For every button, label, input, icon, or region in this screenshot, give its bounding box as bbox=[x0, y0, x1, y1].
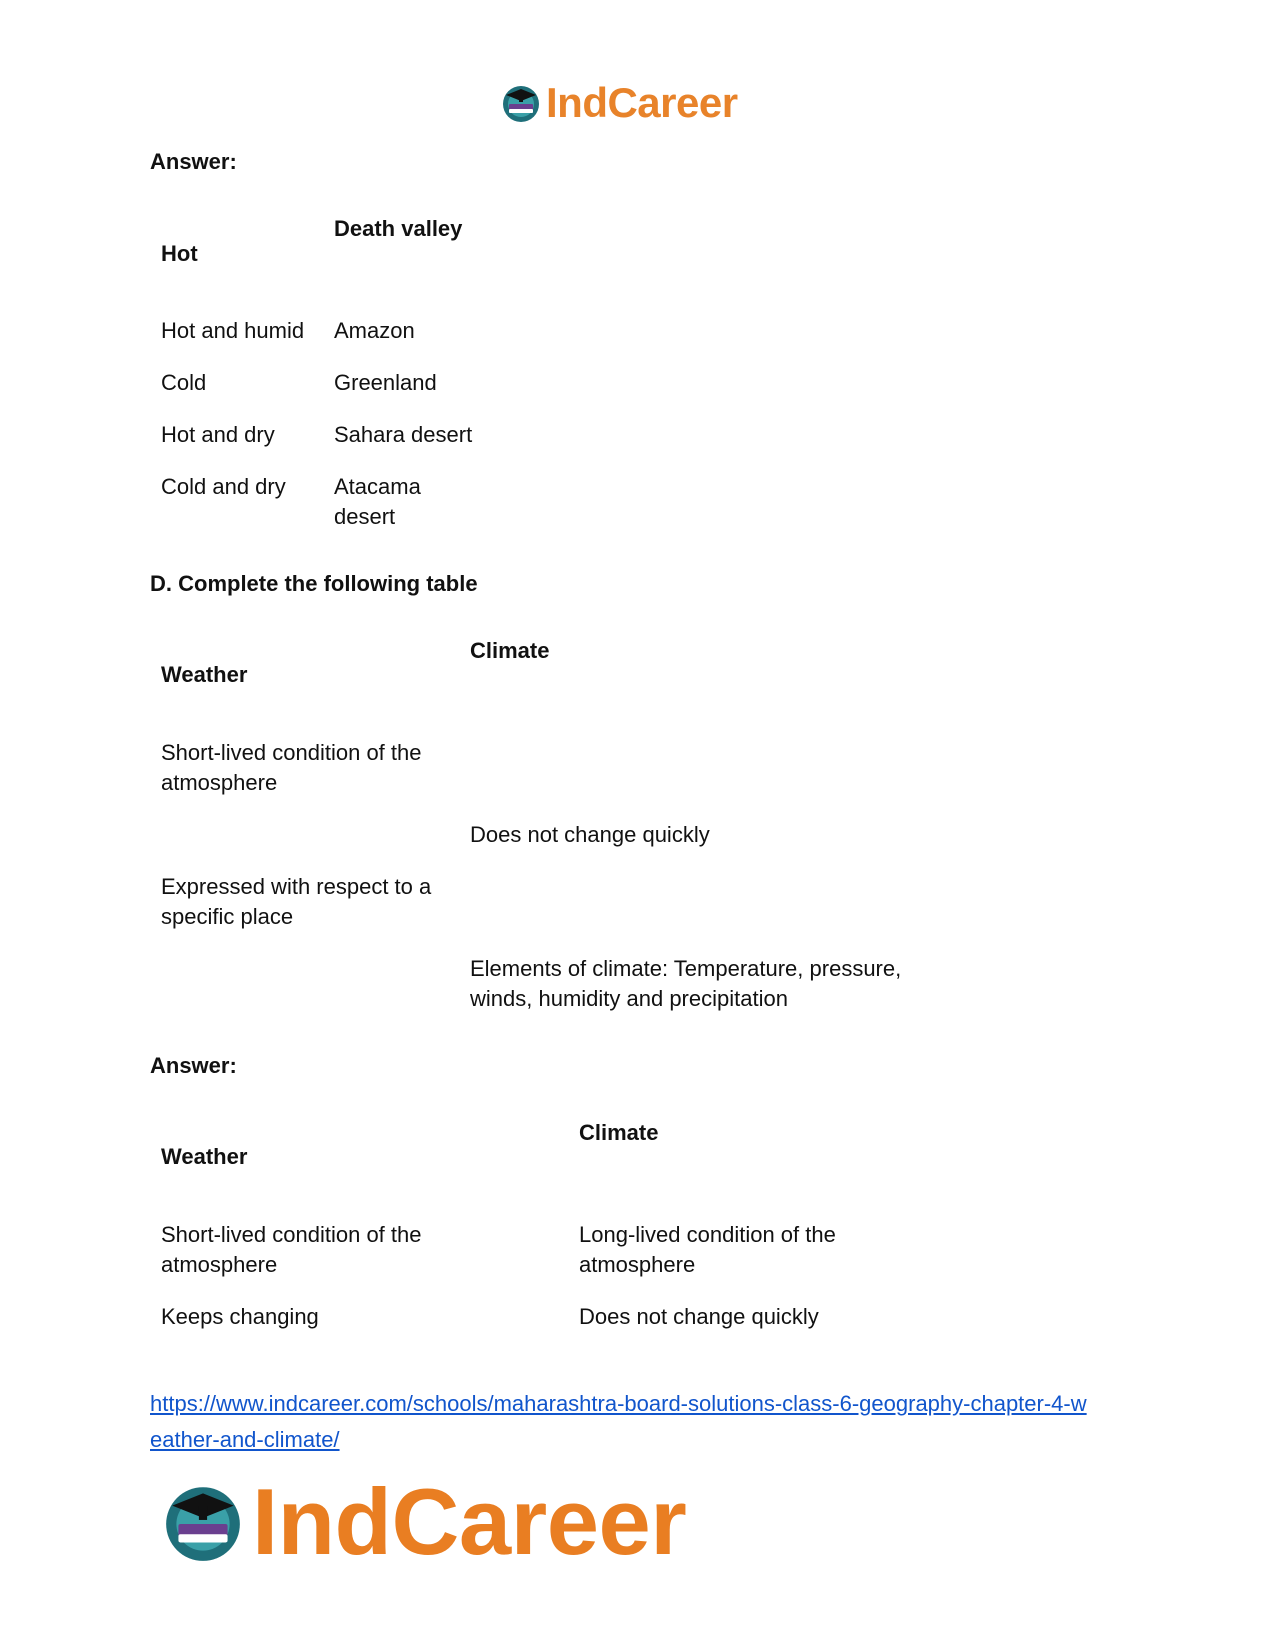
logo-text: IndCareer bbox=[252, 1469, 687, 1574]
table-cell: Cold bbox=[161, 370, 207, 395]
table-header-cell: Climate bbox=[579, 1120, 659, 1145]
graduation-cap-book-globe-icon bbox=[160, 1479, 246, 1565]
table-cell: Short-lived condition of the bbox=[161, 1222, 422, 1247]
table-cell: desert bbox=[334, 504, 396, 529]
table-cell: winds, humidity and precipitation bbox=[470, 986, 788, 1011]
table-header-cell: Hot bbox=[161, 241, 198, 266]
table-cell: Does not change quickly bbox=[579, 1304, 819, 1329]
table-header-cell: Weather bbox=[161, 662, 248, 687]
table-cell: Expressed with respect to a bbox=[161, 874, 432, 899]
answer-label: Answer: bbox=[150, 1053, 237, 1078]
table-cell: atmosphere bbox=[579, 1252, 696, 1277]
table-cell: Hot and dry bbox=[161, 422, 275, 447]
section-title: D. Complete the following table bbox=[150, 571, 478, 596]
table-cell: Amazon bbox=[334, 318, 415, 343]
table-cell: Atacama bbox=[334, 474, 421, 499]
table-cell: Long-lived condition of the bbox=[579, 1222, 836, 1247]
table-cell: Hot and humid bbox=[161, 318, 305, 343]
table-cell: atmosphere bbox=[161, 770, 278, 795]
table-header-cell: Weather bbox=[161, 1144, 248, 1169]
graduation-cap-book-globe-icon bbox=[500, 82, 542, 124]
table-cell: Cold and dry bbox=[161, 474, 286, 499]
table-header-cell: Climate bbox=[470, 638, 550, 663]
footer-logo bbox=[160, 1469, 687, 1574]
answer-label: Answer: bbox=[150, 149, 237, 174]
logo-text: IndCareer bbox=[546, 79, 738, 126]
source-link-line[interactable]: https://www.indcareer.com/schools/maharashtra-board-solutions-class-6-geography-chapter-4-w bbox=[150, 1391, 1087, 1416]
table-cell: Sahara desert bbox=[334, 422, 473, 447]
source-link-line[interactable]: eather-and-climate/ bbox=[150, 1427, 340, 1452]
header-logo bbox=[500, 80, 738, 126]
table-cell: Elements of climate: Temperature, pressure, bbox=[470, 956, 902, 981]
table-header-cell: Death valley bbox=[334, 216, 463, 241]
table-cell: specific place bbox=[161, 904, 294, 929]
table-cell: Greenland bbox=[334, 370, 437, 395]
table-cell: Short-lived condition of the bbox=[161, 740, 422, 765]
table-cell: Keeps changing bbox=[161, 1304, 319, 1329]
table-cell: atmosphere bbox=[161, 1252, 278, 1277]
source-link[interactable] bbox=[150, 1386, 1087, 1458]
table-cell: Does not change quickly bbox=[470, 822, 710, 847]
